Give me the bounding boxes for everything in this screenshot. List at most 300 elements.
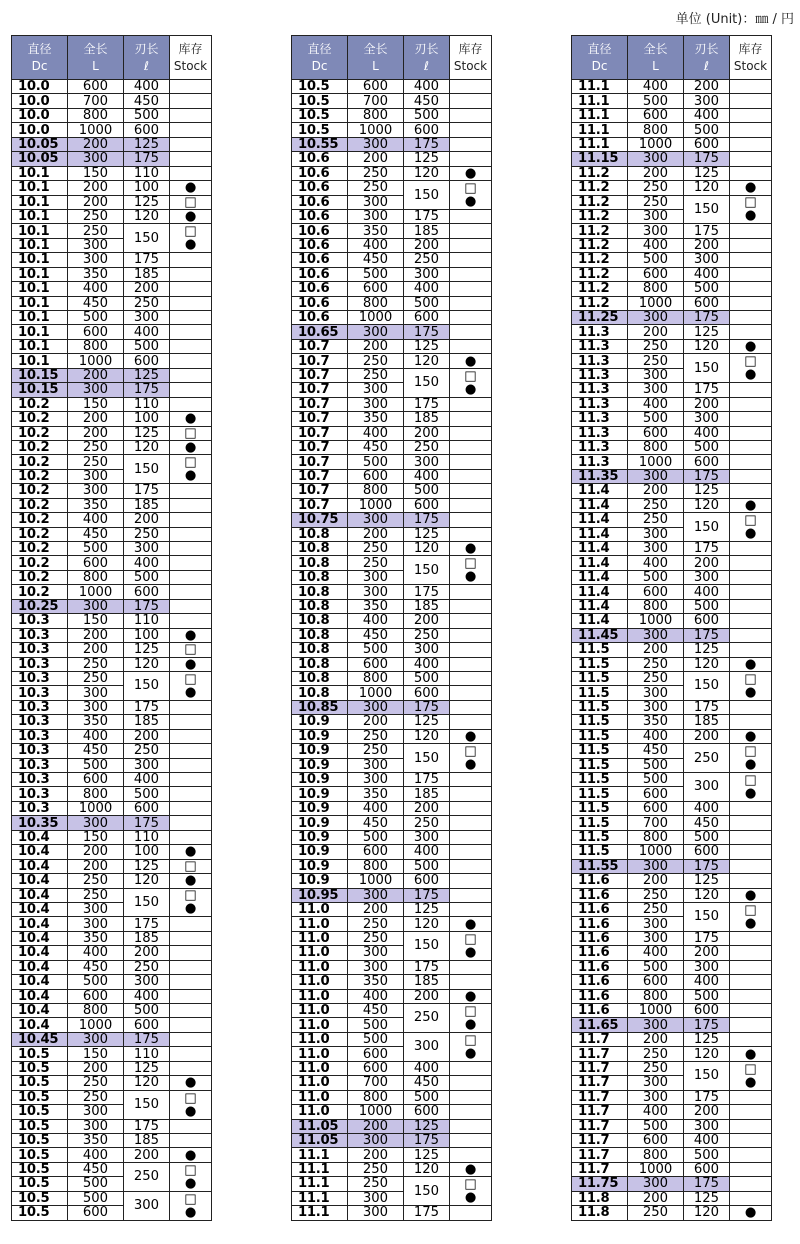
table-row [292,917,492,931]
table-row [572,1047,772,1061]
stock-cell [170,816,212,830]
table-row [292,614,492,628]
length-cell: 200 [348,715,404,729]
stock-cell [170,1004,212,1018]
table-row [292,484,492,498]
header-stock: 库存 Stock [730,36,772,80]
length-cell: 200 [628,1191,684,1205]
flute-length-cell: 100 [124,845,170,859]
diameter-cell: 11.3 [572,455,628,469]
flute-length-cell: 120 [684,339,730,353]
diameter-cell: 10.9 [292,758,348,772]
length-cell: 150 [68,1047,124,1061]
flute-length-cell: 150 [684,671,730,700]
stock-cell [450,484,492,498]
stock-cell [450,224,492,238]
table-row [12,1090,212,1104]
length-cell: 250 [348,542,404,556]
stock-cell: □ ● [730,902,772,931]
stock-cell: ● [170,1148,212,1162]
diameter-cell: 11.7 [572,1076,628,1090]
diameter-cell: 10.7 [292,484,348,498]
length-cell: 300 [628,542,684,556]
table-row [12,946,212,960]
stock-cell [170,137,212,151]
flute-length-cell: 500 [124,1004,170,1018]
table-row [292,902,492,916]
diameter-cell: 11.6 [572,1004,628,1018]
diameter-cell: 10.7 [292,440,348,454]
table-row [292,108,492,122]
length-cell: 1000 [628,455,684,469]
diameter-cell: 10.7 [292,412,348,426]
diameter-cell: 11.75 [572,1177,628,1191]
diameter-cell: 11.65 [572,1018,628,1032]
stock-cell [170,80,212,94]
diameter-cell: 11.3 [572,440,628,454]
diameter-cell: 10.2 [12,397,68,411]
length-cell: 400 [628,1105,684,1119]
diameter-cell: 10.1 [12,209,68,223]
stock-cell [730,830,772,844]
table-row [572,108,772,122]
flute-length-cell: 250 [124,1162,170,1191]
length-cell: 600 [628,426,684,440]
flute-length-cell: 400 [124,989,170,1003]
diameter-cell: 10.6 [292,166,348,180]
stock-cell [730,94,772,108]
diameter-cell: 10.2 [12,440,68,454]
flute-length-cell: 600 [684,845,730,859]
flute-length-cell: 175 [124,816,170,830]
length-cell: 300 [628,859,684,873]
length-cell: 300 [348,195,404,209]
stock-cell [450,440,492,454]
flute-length-cell: 150 [684,195,730,224]
length-cell: 350 [68,931,124,945]
length-cell: 300 [348,960,404,974]
flute-length-cell: 300 [684,94,730,108]
diameter-cell: 10.6 [292,267,348,281]
flute-length-cell: 600 [684,614,730,628]
length-cell: 250 [348,1177,404,1191]
header-length: 全长 L [68,36,124,80]
table-row [12,354,212,368]
diameter-cell: 10.9 [292,773,348,787]
table-row [292,729,492,743]
flute-length-cell: 400 [684,1133,730,1147]
stock-cell: □ ● [450,1177,492,1206]
length-cell: 400 [68,1148,124,1162]
table-row [12,1032,212,1046]
stock-cell [450,513,492,527]
diameter-cell: 10.5 [12,1105,68,1119]
diameter-cell: 11.1 [572,80,628,94]
stock-cell [450,426,492,440]
flute-length-cell: 175 [124,599,170,613]
diameter-cell: 10.4 [12,975,68,989]
table-row [12,426,212,440]
table-row [12,643,212,657]
diameter-cell: 10.8 [292,628,348,642]
flute-length-cell: 500 [684,989,730,1003]
length-cell: 300 [68,253,124,267]
diameter-cell: 10.8 [292,599,348,613]
flute-length-cell: 600 [684,1004,730,1018]
diameter-cell: 10.6 [292,282,348,296]
table-row [572,166,772,180]
length-cell: 800 [348,484,404,498]
length-cell: 300 [628,209,684,223]
diameter-cell: 11.1 [292,1206,348,1220]
flute-length-cell: 250 [404,253,450,267]
length-cell: 250 [68,224,124,238]
stock-cell [730,152,772,166]
table-row [572,773,772,787]
table-row [12,1162,212,1176]
diameter-cell: 10.3 [12,758,68,772]
table-row [12,137,212,151]
flute-length-cell: 250 [404,628,450,642]
stock-cell [730,383,772,397]
diameter-cell: 10.5 [292,123,348,137]
diameter-cell: 11.7 [572,1047,628,1061]
flute-length-cell: 500 [404,108,450,122]
diameter-cell: 11.2 [572,253,628,267]
length-cell: 1000 [348,311,404,325]
table-row [572,556,772,570]
length-cell: 350 [68,498,124,512]
diameter-cell: 10.4 [12,859,68,873]
diameter-cell: 10.0 [12,94,68,108]
table-row [12,1191,212,1205]
table-row [572,1018,772,1032]
flute-length-cell: 185 [124,931,170,945]
table-row [12,1004,212,1018]
diameter-cell: 11.3 [572,339,628,353]
length-cell: 1000 [68,801,124,815]
length-cell: 250 [628,195,684,209]
length-cell: 1000 [628,296,684,310]
table-row [292,469,492,483]
table-row [292,224,492,238]
diameter-cell: 10.3 [12,686,68,700]
flute-length-cell: 185 [684,715,730,729]
length-cell: 250 [628,657,684,671]
stock-cell: □ ● [450,744,492,773]
diameter-cell: 11.5 [572,758,628,772]
length-cell: 200 [348,152,404,166]
diameter-cell: 10.1 [12,282,68,296]
diameter-cell: 10.3 [12,671,68,685]
stock-cell [170,758,212,772]
diameter-cell: 11.4 [572,614,628,628]
diameter-cell: 11.1 [292,1191,348,1205]
table-row [292,513,492,527]
table-row [572,960,772,974]
length-cell: 250 [68,1076,124,1090]
stock-cell [170,253,212,267]
diameter-cell: 11.0 [292,1032,348,1046]
table-row [292,440,492,454]
flute-length-cell: 175 [404,700,450,714]
length-cell: 400 [68,946,124,960]
diameter-cell: 10.8 [292,671,348,685]
diameter-cell: 10.3 [12,787,68,801]
diameter-cell: 10.6 [292,253,348,267]
stock-cell [450,845,492,859]
diameter-cell: 10.45 [12,1032,68,1046]
flute-length-cell: 250 [684,744,730,773]
diameter-cell: 11.35 [572,469,628,483]
diameter-cell: 11.7 [572,1061,628,1075]
diameter-cell: 11.15 [572,152,628,166]
table-row [12,94,212,108]
length-cell: 250 [348,166,404,180]
diameter-cell: 11.7 [572,1090,628,1104]
diameter-cell: 10.8 [292,556,348,570]
table-row [12,325,212,339]
table-row [292,282,492,296]
table-row [12,498,212,512]
length-cell: 200 [68,426,124,440]
length-cell: 250 [628,354,684,368]
stock-cell [450,412,492,426]
length-cell: 500 [348,1018,404,1032]
stock-cell [450,1119,492,1133]
length-cell: 200 [68,195,124,209]
flute-length-cell: 125 [124,859,170,873]
length-cell: 800 [628,989,684,1003]
table-row [572,542,772,556]
table-row [12,1061,212,1075]
diameter-cell: 11.0 [292,1090,348,1104]
length-cell: 250 [628,1061,684,1075]
stock-cell [730,137,772,151]
diameter-cell: 10.4 [12,874,68,888]
table-row [12,758,212,772]
table-row [572,888,772,902]
length-cell: 200 [68,859,124,873]
flute-length-cell: 120 [404,354,450,368]
length-cell: 400 [628,556,684,570]
flute-length-cell: 120 [124,440,170,454]
diameter-cell: 10.7 [292,426,348,440]
table-row [292,527,492,541]
stock-cell [450,1133,492,1147]
length-cell: 1000 [628,137,684,151]
stock-cell [730,585,772,599]
diameter-cell: 10.2 [12,585,68,599]
length-cell: 1000 [68,585,124,599]
diameter-cell: 11.0 [292,1105,348,1119]
table-row [572,484,772,498]
table-row [572,282,772,296]
length-cell: 800 [68,570,124,584]
length-cell: 250 [628,513,684,527]
flute-length-cell: 175 [124,484,170,498]
flute-length-cell: 500 [684,282,730,296]
diameter-cell: 11.5 [572,671,628,685]
table-row [572,80,772,94]
stock-cell [170,614,212,628]
length-cell: 400 [348,801,404,815]
flute-length-cell: 400 [684,975,730,989]
flute-length-cell: 200 [684,1105,730,1119]
table-row [292,1133,492,1147]
diameter-cell: 10.1 [12,311,68,325]
stock-cell [170,801,212,815]
length-cell: 150 [68,614,124,628]
diameter-cell: 10.3 [12,628,68,642]
stock-cell [450,152,492,166]
diameter-cell: 10.4 [12,946,68,960]
table-row [12,282,212,296]
diameter-cell: 10.9 [292,787,348,801]
length-cell: 200 [628,1032,684,1046]
flute-length-cell: 250 [124,744,170,758]
stock-cell [730,123,772,137]
table-row [572,469,772,483]
table-row [12,729,212,743]
stock-cell [450,238,492,252]
stock-cell [730,989,772,1003]
length-cell: 800 [628,1148,684,1162]
stock-cell [450,527,492,541]
stock-cell [450,397,492,411]
length-cell: 600 [348,1061,404,1075]
stock-cell [450,253,492,267]
flute-length-cell: 250 [404,1004,450,1033]
length-cell: 200 [348,1148,404,1162]
table-row [12,253,212,267]
diameter-cell: 10.5 [12,1148,68,1162]
flute-length-cell: 500 [684,830,730,844]
length-cell: 250 [348,556,404,570]
header-length: 全长 L [348,36,404,80]
table-row [572,874,772,888]
diameter-cell: 11.5 [572,787,628,801]
length-cell: 450 [348,1004,404,1018]
stock-cell [450,773,492,787]
stock-cell [450,816,492,830]
length-cell: 250 [348,354,404,368]
diameter-cell: 11.0 [292,931,348,945]
table-row [572,628,772,642]
length-cell: 450 [68,296,124,310]
length-cell: 300 [68,238,124,252]
flute-length-cell: 150 [124,671,170,700]
diameter-cell: 10.7 [292,368,348,382]
diameter-cell: 11.1 [292,1162,348,1176]
table-row [292,80,492,94]
flute-length-cell: 500 [124,108,170,122]
diameter-cell: 11.6 [572,960,628,974]
length-cell: 300 [628,1076,684,1090]
table-row [292,296,492,310]
table-row [572,1105,772,1119]
table-row [292,1090,492,1104]
table-row [292,1206,492,1220]
flute-length-cell: 125 [404,339,450,353]
length-cell: 350 [348,224,404,238]
flute-length-cell: 120 [404,542,450,556]
table-row [292,599,492,613]
diameter-cell: 10.7 [292,498,348,512]
stock-cell: ● [170,181,212,195]
diameter-cell: 10.4 [12,931,68,945]
flute-length-cell: 185 [124,1133,170,1147]
length-cell: 1000 [628,845,684,859]
diameter-cell: 10.5 [12,1133,68,1147]
length-cell: 200 [68,643,124,657]
length-cell: 250 [348,1162,404,1176]
length-cell: 800 [348,296,404,310]
diameter-cell: 10.5 [12,1119,68,1133]
diameter-cell: 11.6 [572,975,628,989]
flute-length-cell: 400 [404,657,450,671]
length-cell: 200 [68,628,124,642]
flute-length-cell: 185 [404,787,450,801]
length-cell: 200 [68,368,124,382]
length-cell: 800 [68,787,124,801]
diameter-cell: 11.0 [292,960,348,974]
length-cell: 800 [348,859,404,873]
length-cell: 600 [348,282,404,296]
stock-cell [730,440,772,454]
flute-length-cell: 120 [404,1162,450,1176]
length-cell: 250 [348,931,404,945]
flute-length-cell: 125 [124,368,170,382]
flute-length-cell: 200 [684,556,730,570]
table-row [572,412,772,426]
stock-cell [730,412,772,426]
length-cell: 300 [628,700,684,714]
diameter-cell: 11.55 [572,859,628,873]
table-row [12,859,212,873]
flute-length-cell: 120 [124,657,170,671]
diameter-cell: 10.55 [292,137,348,151]
stock-cell [730,108,772,122]
flute-length-cell: 400 [684,801,730,815]
header-diameter: 直径 Dc [572,36,628,80]
diameter-cell: 10.5 [12,1061,68,1075]
table-row [292,671,492,685]
table-row [12,917,212,931]
diameter-cell: 10.3 [12,700,68,714]
flute-length-cell: 120 [684,1047,730,1061]
table-row [572,946,772,960]
length-cell: 350 [68,1133,124,1147]
table-row [292,209,492,223]
stock-cell [170,1061,212,1075]
flute-length-cell: 300 [404,267,450,281]
table-row [572,700,772,714]
stock-cell [450,700,492,714]
stock-cell [730,628,772,642]
flute-length-cell: 300 [124,1191,170,1220]
length-cell: 800 [628,123,684,137]
stock-cell [170,700,212,714]
flute-length-cell: 150 [684,354,730,383]
table-row [572,1032,772,1046]
table-row [12,931,212,945]
diameter-cell: 10.4 [12,902,68,916]
flute-length-cell: 110 [124,397,170,411]
length-cell: 400 [348,614,404,628]
table-row [292,960,492,974]
length-cell: 600 [628,975,684,989]
